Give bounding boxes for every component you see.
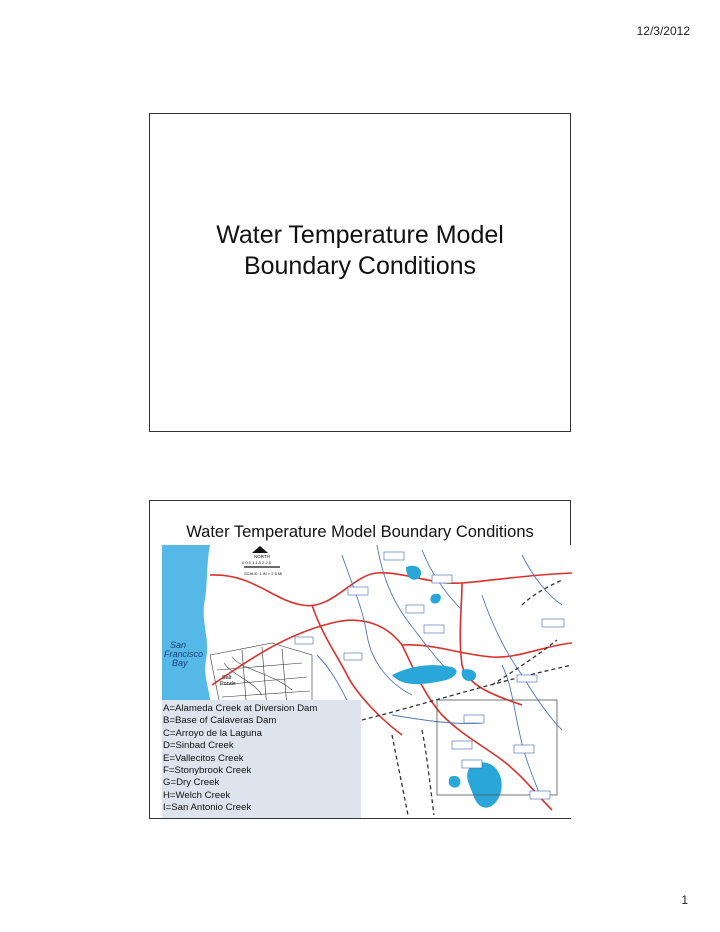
scale-text: SCALE: 1 IN = 2.5 MI [244, 571, 283, 576]
legend-item: I=San Antonio Creek [163, 802, 252, 814]
pipelines [362, 580, 572, 815]
legend-item: F=Stonybrook Creek [163, 765, 252, 777]
legend-item: G=Dry Creek [163, 777, 220, 789]
north-label: NORTH [254, 554, 270, 559]
legend-item: B=Base of Calaveras Dam [163, 715, 277, 727]
header-date: 12/3/2012 [636, 24, 690, 38]
slide-title-text [150, 220, 570, 282]
legend-item: A=Alameda Creek at Diversion Dam [163, 703, 318, 714]
legend-item: H=Welch Creek [163, 789, 231, 801]
legend-item: E=Vallecitos Creek [163, 752, 244, 764]
slide-map [149, 500, 571, 819]
legend-box [162, 700, 361, 818]
bay-label: San Francisco Bay [164, 640, 204, 668]
slide-title-line-1: Water Temperature Model [216, 221, 504, 249]
legend-item: C=Arroyo de la Laguna [163, 727, 262, 739]
legend-item: D=Sinbad Creek [163, 740, 234, 752]
page-number: 1 [681, 893, 688, 907]
boundary-conditions-map [162, 545, 572, 818]
salt-ponds-label: Salt Ponds [220, 675, 236, 687]
map-slide-title: Water Temperature Model Boundary Conditions [186, 523, 534, 541]
slide-title [149, 113, 571, 432]
slide-title-line-2: Boundary Conditions [243, 252, 477, 280]
north-arrow-icon [252, 546, 268, 553]
scale-ticks: 0 0.5 1 1.5 2 2.5 [242, 560, 271, 565]
